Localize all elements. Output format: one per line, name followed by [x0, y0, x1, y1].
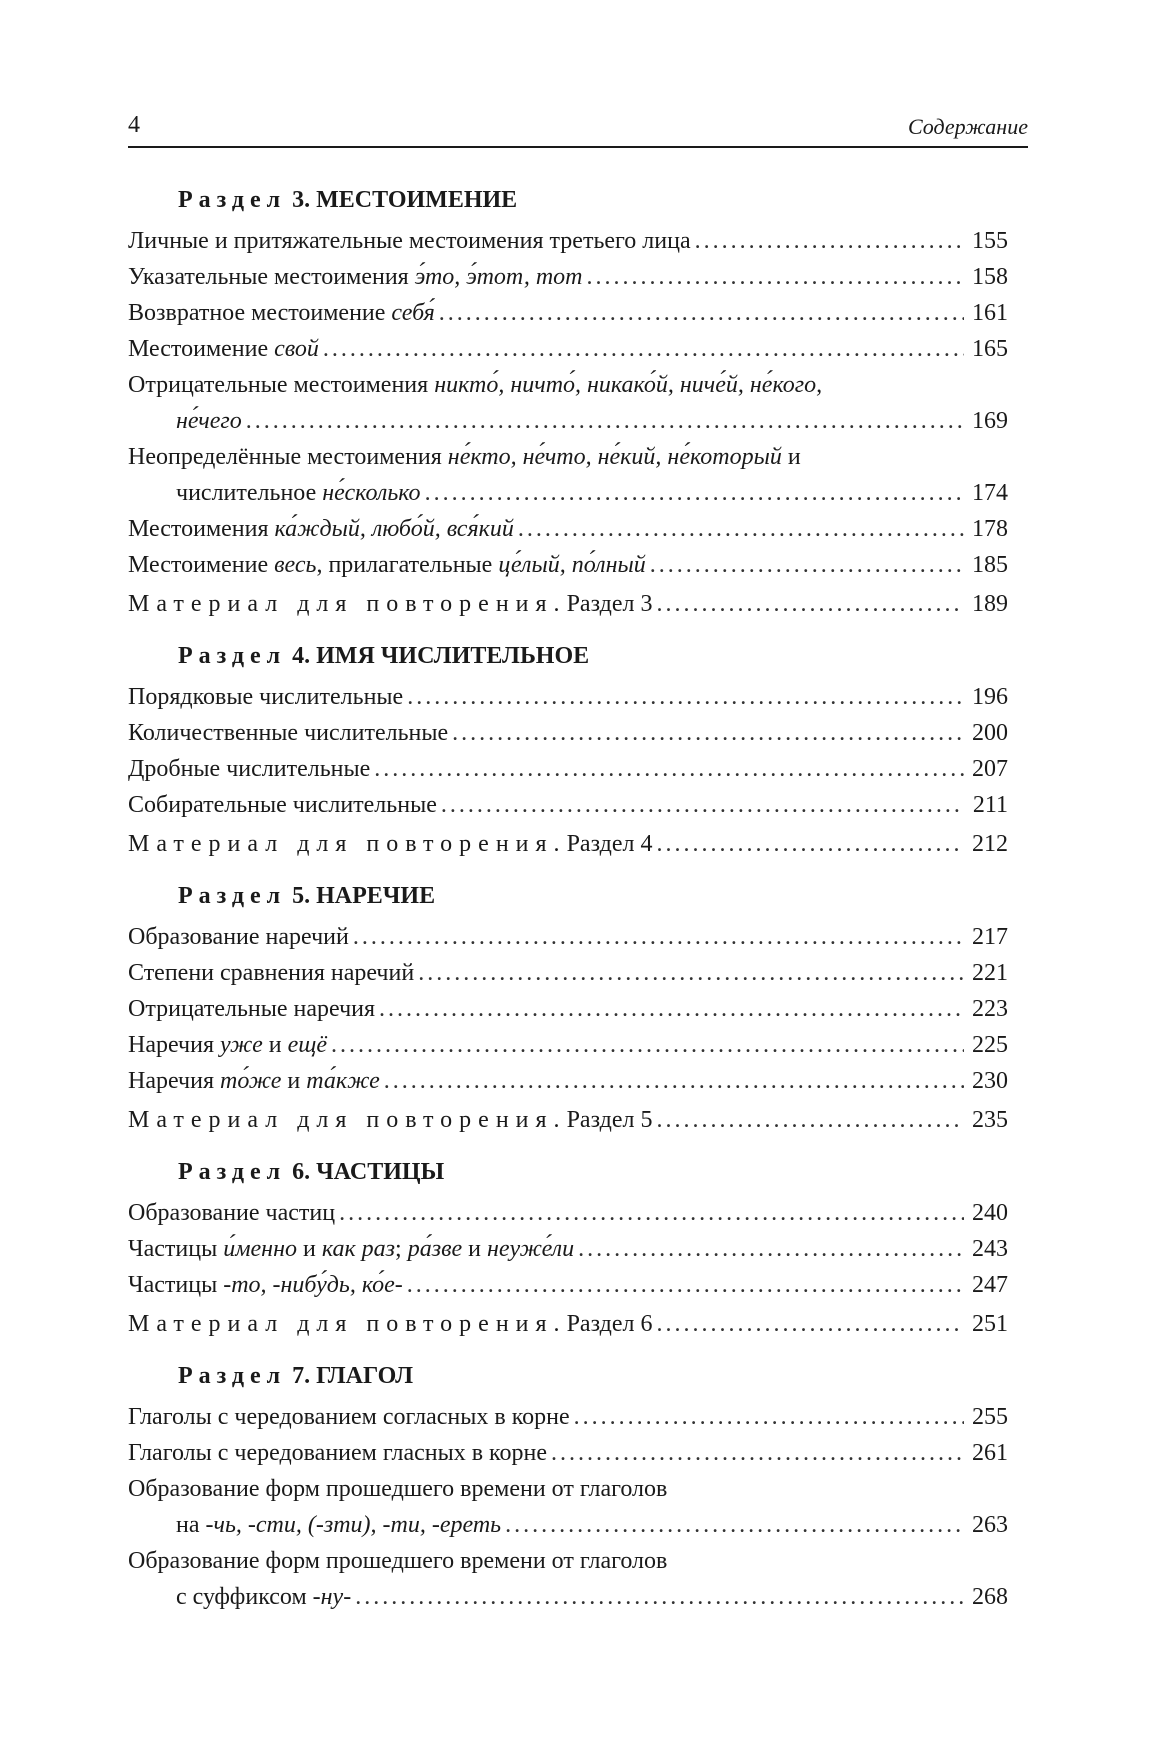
review-entry[interactable]	[128, 823, 1008, 865]
entry-line-continued	[128, 1579, 1008, 1615]
dot-leader	[656, 1303, 964, 1345]
entry-italic-text: э́то, э́тот, тот	[414, 264, 583, 290]
entry-line	[128, 259, 1008, 295]
dot-leader	[439, 295, 964, 331]
entry-line	[128, 787, 1008, 823]
review-entry[interactable]	[128, 583, 1008, 625]
entry-text: на	[176, 1512, 200, 1538]
entry-line	[128, 223, 1008, 259]
page-reference: 211	[972, 792, 1008, 818]
entry-text: и	[268, 1032, 282, 1058]
toc-entry[interactable]	[128, 1195, 1008, 1231]
page-reference: 261	[972, 1440, 1008, 1466]
table-of-contents	[128, 183, 1008, 1615]
entry-text: Частицы	[128, 1236, 218, 1262]
toc-entry[interactable]	[128, 547, 1008, 583]
entry-line	[128, 1303, 1008, 1345]
page-reference: 221	[972, 960, 1008, 986]
toc-entry[interactable]	[128, 223, 1008, 259]
entry-text: Собирательные числительные	[128, 792, 437, 818]
entry-text: Образование частиц	[128, 1200, 336, 1226]
dot-leader	[578, 1231, 964, 1267]
toc-entry[interactable]	[128, 1471, 1008, 1543]
dot-leader	[353, 919, 964, 955]
entry-line	[128, 331, 1008, 367]
entry-italic-text: как раз	[321, 1236, 396, 1262]
entry-text: Наречия	[128, 1068, 214, 1094]
dot-leader	[425, 475, 964, 511]
entry-text: Указательные местоимения	[128, 264, 409, 290]
dot-leader	[587, 259, 965, 295]
toc-section	[128, 639, 1008, 865]
entry-italic-text: то́же	[220, 1068, 282, 1094]
toc-entry[interactable]	[128, 511, 1008, 547]
toc-entry[interactable]	[128, 439, 1008, 511]
page-reference: 235	[972, 1107, 1008, 1133]
page-reference: 185	[972, 552, 1008, 578]
running-head: Содержание	[907, 114, 1028, 139]
page-reference: 155	[972, 228, 1008, 254]
dot-leader	[452, 715, 964, 751]
review-section: Раздел 6	[566, 1311, 653, 1337]
entry-italic-text: и́менно	[223, 1236, 297, 1262]
entry-italic-text: ка́ждый, любо́й, вся́кий	[274, 516, 514, 542]
entry-line	[128, 955, 1008, 991]
section-label: Раздел	[178, 187, 287, 213]
entry-italic-text: ра́зве	[407, 1236, 463, 1262]
review-label: Материал для повторения.	[128, 1107, 567, 1133]
entry-italic-text: -то, -нибу́дь, ко́е-	[223, 1272, 403, 1298]
entry-line	[128, 1231, 1008, 1267]
entry-line	[128, 583, 1008, 625]
page-reference: 200	[972, 720, 1008, 746]
page-reference: 223	[972, 996, 1008, 1022]
entry-text: Глаголы с чередованием согласных в корне	[128, 1404, 570, 1430]
toc-section	[128, 1155, 1008, 1345]
entry-text: Степени сравнения наречий	[128, 960, 415, 986]
toc-entry[interactable]	[128, 1399, 1008, 1435]
review-label: Материал для повторения.	[128, 831, 567, 857]
section-label: Раздел	[178, 883, 287, 909]
review-entry[interactable]	[128, 1303, 1008, 1345]
page-reference: 169	[972, 408, 1008, 434]
review-label: Материал для повторения.	[128, 591, 567, 617]
entry-line	[128, 1195, 1008, 1231]
dot-leader	[551, 1435, 964, 1471]
toc-entry[interactable]	[128, 1027, 1008, 1063]
entry-text: Глаголы с чередованием гласных в корне	[128, 1440, 547, 1466]
review-section: Раздел 4	[566, 831, 653, 857]
entry-text: Местоимение	[128, 336, 269, 362]
toc-section	[128, 1359, 1008, 1615]
dot-leader	[574, 1399, 964, 1435]
entry-line	[128, 823, 1008, 865]
page-reference: 212	[972, 831, 1008, 857]
entry-text: , прилагательные	[316, 552, 493, 578]
toc-entry[interactable]	[128, 991, 1008, 1027]
entry-text: Возвратное местоимение	[128, 300, 386, 326]
entry-italic-text: не́кто, не́что, не́кий, не́который	[447, 444, 782, 470]
entry-italic-text: весь	[274, 552, 317, 578]
page-reference: 158	[972, 264, 1008, 290]
entry-italic-text: це́лый, по́лный	[498, 552, 646, 578]
toc-entry[interactable]	[128, 1543, 1008, 1615]
dot-leader	[355, 1579, 964, 1615]
entry-text: и	[468, 1236, 481, 1262]
entry-line-continued	[128, 475, 1008, 511]
toc-entry[interactable]	[128, 955, 1008, 991]
entry-text: Количественные числительные	[128, 720, 449, 746]
page-reference: 255	[972, 1404, 1008, 1430]
section-label: Раздел	[178, 643, 287, 669]
section-title: 3. МЕСТОИМЕНИЕ	[292, 187, 518, 213]
toc-entry[interactable]	[128, 367, 1008, 439]
page-reference: 189	[972, 591, 1008, 617]
review-section: Раздел 3	[566, 591, 653, 617]
dot-leader	[418, 955, 964, 991]
section-label: Раздел	[178, 1363, 287, 1389]
entry-text: Отрицательные наречия	[128, 996, 376, 1022]
dot-leader	[331, 1027, 964, 1063]
entry-line	[128, 511, 1008, 547]
review-section: Раздел 5	[566, 1107, 653, 1133]
toc-entry[interactable]	[128, 751, 1008, 787]
entry-text: и	[302, 1236, 316, 1262]
page-header	[128, 110, 1028, 148]
section-title: 4. ИМЯ ЧИСЛИТЕЛЬНОЕ	[292, 643, 590, 669]
dot-leader	[441, 787, 964, 823]
entry-line	[128, 679, 1008, 715]
entry-line	[128, 439, 1008, 475]
entry-line	[128, 1267, 1008, 1303]
page-number: 4	[128, 112, 140, 138]
section-heading	[178, 1155, 1008, 1189]
dot-leader	[518, 511, 964, 547]
entry-text: Дробные числительные	[128, 756, 371, 782]
dot-leader	[407, 1267, 964, 1303]
toc-section	[128, 879, 1008, 1141]
toc-entry[interactable]	[128, 295, 1008, 331]
entry-italic-text: -чь, -сти, (-зти), -ти, -ереть	[205, 1512, 502, 1538]
entry-line	[128, 547, 1008, 583]
entry-line	[128, 991, 1008, 1027]
page-reference: 251	[972, 1311, 1008, 1337]
page-reference: 165	[972, 336, 1008, 362]
entry-line-continued	[128, 1507, 1008, 1543]
entry-text: с суффиксом	[176, 1584, 307, 1610]
section-title: 7. ГЛАГОЛ	[292, 1363, 414, 1389]
toc-section	[128, 183, 1008, 625]
section-label: Раздел	[178, 1159, 287, 1185]
entry-italic-text: не́чего	[176, 408, 242, 434]
entry-text: Местоимение	[128, 552, 269, 578]
section-heading	[178, 879, 1008, 913]
section-heading	[178, 639, 1008, 673]
entry-italic-text: свой	[274, 336, 319, 362]
entry-text: и	[287, 1068, 301, 1094]
toc-entry[interactable]	[128, 1267, 1008, 1303]
page-reference: 161	[972, 300, 1008, 326]
dot-leader	[656, 583, 964, 625]
dot-leader	[384, 1063, 964, 1099]
entry-line	[128, 1099, 1008, 1141]
entry-text: Порядковые числительные	[128, 684, 404, 710]
entry-italic-text: ещё	[287, 1032, 327, 1058]
entry-text: Неопределённые местоимения	[128, 444, 442, 470]
page-reference: 243	[972, 1236, 1008, 1262]
entry-line-continued	[128, 403, 1008, 439]
review-entry[interactable]	[128, 1099, 1008, 1141]
dot-leader	[323, 331, 964, 367]
entry-text: Местоимения	[128, 516, 269, 542]
entry-text: Образование форм прошедшего времени от глаголов	[128, 1476, 668, 1502]
dot-leader	[656, 823, 964, 865]
toc-entry[interactable]	[128, 919, 1008, 955]
entry-text: Образование форм прошедшего времени от глаголов	[128, 1548, 668, 1574]
toc-entry[interactable]	[128, 259, 1008, 295]
entry-text: ;	[395, 1236, 402, 1262]
dot-leader	[650, 547, 964, 583]
page-reference: 207	[972, 756, 1008, 782]
entry-line	[128, 1399, 1008, 1435]
dot-leader	[656, 1099, 964, 1141]
page-reference: 225	[972, 1032, 1008, 1058]
entry-line	[128, 919, 1008, 955]
entry-text: Образование наречий	[128, 924, 349, 950]
entry-line	[128, 1027, 1008, 1063]
page-reference: 196	[972, 684, 1008, 710]
dot-leader	[374, 751, 964, 787]
entry-text: Отрицательные местоимения	[128, 372, 429, 398]
page-reference: 217	[972, 924, 1008, 950]
section-heading	[178, 1359, 1008, 1393]
entry-text: и	[787, 444, 801, 470]
entry-line	[128, 1471, 1008, 1507]
toc-entry[interactable]	[128, 1231, 1008, 1267]
page-reference: 174	[972, 480, 1008, 506]
toc-entry[interactable]	[128, 1063, 1008, 1099]
entry-italic-text: не́сколько	[322, 480, 421, 506]
entry-italic-text: -ну-	[312, 1584, 352, 1610]
page-reference: 240	[972, 1200, 1008, 1226]
entry-text: числительное	[176, 480, 317, 506]
toc-entry[interactable]	[128, 715, 1008, 751]
entry-italic-text: никто́, ничто́, никако́й, ниче́й, не́кого,	[434, 372, 823, 398]
toc-entry[interactable]	[128, 1435, 1008, 1471]
section-title: 6. ЧАСТИЦЫ	[292, 1159, 445, 1185]
entry-line	[128, 1543, 1008, 1579]
entry-text: Частицы	[128, 1272, 218, 1298]
page-reference: 178	[972, 516, 1008, 542]
dot-leader	[505, 1507, 964, 1543]
entry-italic-text: та́кже	[306, 1068, 380, 1094]
entry-italic-text: уже	[220, 1032, 263, 1058]
entry-line	[128, 751, 1008, 787]
toc-entry[interactable]	[128, 787, 1008, 823]
page-reference: 230	[972, 1068, 1008, 1094]
section-heading	[178, 183, 1008, 217]
entry-italic-text: себя́	[391, 300, 435, 326]
review-label: Материал для повторения.	[128, 1311, 567, 1337]
entry-line	[128, 1063, 1008, 1099]
entry-text: Наречия	[128, 1032, 214, 1058]
page-reference: 268	[972, 1584, 1008, 1610]
dot-leader	[339, 1195, 964, 1231]
toc-entry[interactable]	[128, 679, 1008, 715]
entry-italic-text: неуже́ли	[487, 1236, 575, 1262]
dot-leader	[695, 223, 964, 259]
dot-leader	[246, 403, 964, 439]
entry-text: Личные и притяжательные местоимения третьего лица	[128, 228, 691, 254]
dot-leader	[379, 991, 964, 1027]
page-reference: 263	[972, 1512, 1008, 1538]
dot-leader	[407, 679, 964, 715]
section-title: 5. НАРЕЧИЕ	[292, 883, 436, 909]
entry-line	[128, 1435, 1008, 1471]
entry-line	[128, 367, 1008, 403]
entry-line	[128, 295, 1008, 331]
entry-line	[128, 715, 1008, 751]
page-reference: 247	[972, 1272, 1008, 1298]
toc-entry[interactable]	[128, 331, 1008, 367]
